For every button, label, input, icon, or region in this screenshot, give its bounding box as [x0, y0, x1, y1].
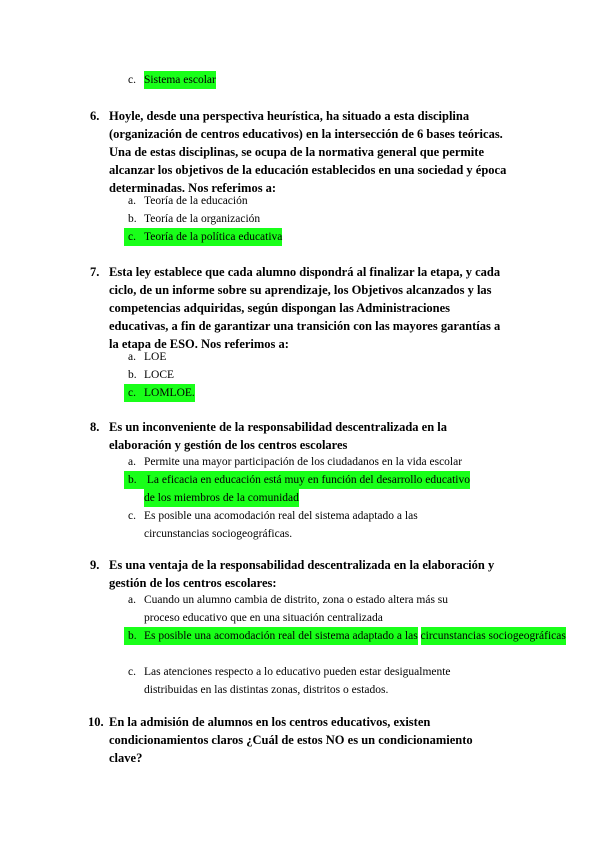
option-letter: b.	[128, 213, 137, 225]
option-letter: c.	[124, 384, 144, 402]
question-number: 6.	[90, 109, 100, 123]
option-text-continued: circunstancias sociogeográficas	[421, 627, 566, 645]
option-text: Teoría de la política educativa	[144, 228, 282, 246]
option-text: Es posible una acomodación real del sistema adaptado a las	[144, 510, 418, 522]
question-text: En la admisión de alumnos en los centros educativos, existen condicionamientos claros ¿Cuál de estos NO es un condicionamiento clave?	[109, 715, 473, 765]
option-text: Sistema escolar	[144, 71, 216, 89]
question-number: 8.	[90, 420, 100, 434]
question-text: Es una ventaja de la responsabilidad descentralizada en la elaboración y gestión de los centros escolares:	[109, 558, 495, 590]
option-text: La eficacia en educación está muy en función del desarrollo educativo	[144, 471, 470, 489]
option-letter: c.	[124, 228, 144, 246]
option-letter: a.	[128, 456, 136, 468]
option-letter: c.	[128, 666, 136, 678]
option-text: Teoría de la educación	[144, 195, 248, 207]
option-letter: a.	[128, 351, 136, 363]
option-text: LOMLOE.	[144, 384, 195, 402]
question-number: 7.	[90, 265, 100, 279]
option-letter: c.	[128, 74, 136, 86]
option-letter: a.	[128, 195, 136, 207]
option-letter: b.	[124, 471, 144, 489]
option-text: Cuando un alumno cambia de distrito, zona o estado altera más su	[144, 594, 449, 606]
option-letter: b.	[124, 627, 144, 645]
option-text-continued: distribuidas en las distintas zonas, distritos o estados.	[144, 684, 389, 696]
option-letter: c.	[128, 510, 136, 522]
option-text: Las atenciones respecto a lo educativo pueden estar desigualmente	[144, 666, 451, 678]
question-text: Es un inconveniente de la responsabilidad descentralizada en la elaboración y gestión de los centros escolares	[109, 420, 448, 452]
option-text: LOE	[144, 351, 167, 363]
option-text-continued: de los miembros de la comunidad	[144, 489, 299, 507]
option-letter: b.	[128, 369, 137, 381]
option-text-continued: circunstancias sociogeográficas.	[144, 528, 293, 540]
question-text: Esta ley establece que cada alumno dispondrá al finalizar la etapa, y cada ciclo, de un informe sobre su aprendizaje, los Objetivos alcanzados y las competencias adquiridas, según dispongan las Administraciones educativas, a fin de garantizar una transición con las mayores garantías a la etapa de ESO. Nos referimos a:	[109, 265, 501, 351]
option-letter: a.	[128, 594, 136, 606]
option-text-continued: proceso educativo que en una situación centralizada	[144, 612, 383, 624]
question-number: 10.	[88, 715, 104, 729]
question-number: 9.	[90, 558, 100, 572]
option-text: Permite una mayor participación de los ciudadanos en la vida escolar	[144, 456, 463, 468]
option-text: Es posible una acomodación real del sistema adaptado a las	[144, 627, 418, 645]
option-text: Teoría de la organización	[144, 213, 261, 225]
option-text: LOCE	[144, 369, 175, 381]
question-text: Hoyle, desde una perspectiva heurística, ha situado a esta disciplina (organización de centros educativos) en la intersección de 6 bases teóricas. Una de estas disciplinas, se ocupa de la normativa general que permite alcanzar los objetivos de la educación establecidos en una sociedad y época determinadas. Nos referimos a:	[109, 109, 507, 195]
